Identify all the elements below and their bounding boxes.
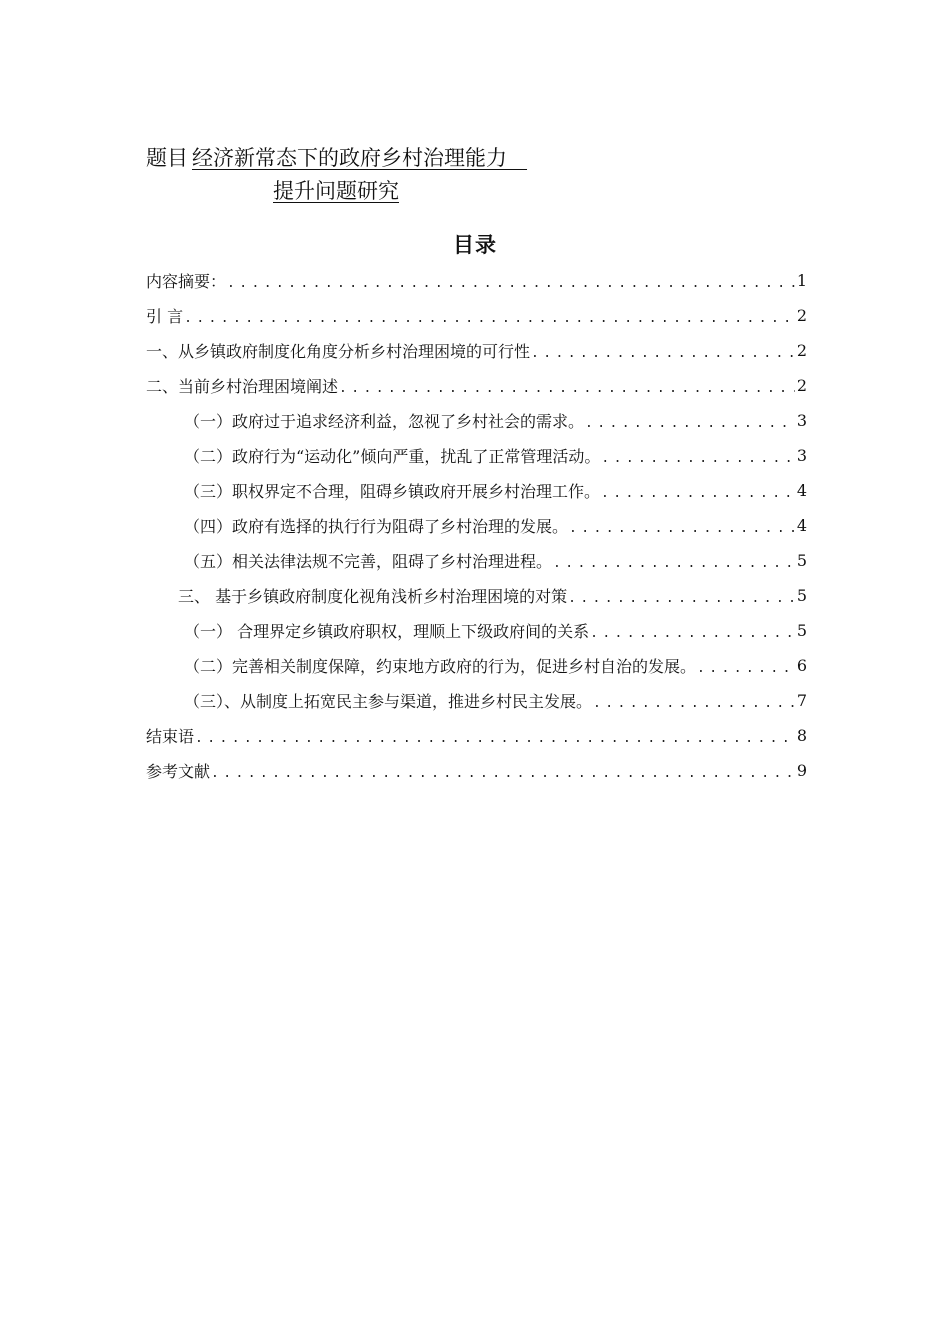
title-underline-tail bbox=[507, 146, 527, 170]
toc-leader-dots bbox=[553, 556, 795, 571]
toc-entry[interactable] bbox=[146, 718, 807, 753]
toc-entry-page: 2 bbox=[796, 376, 807, 395]
toc-entry-label: 二、当前乡村治理困境阐述 bbox=[146, 377, 339, 396]
toc-entry[interactable] bbox=[146, 473, 807, 508]
toc-leader-dots bbox=[601, 486, 795, 501]
toc-entry-label: 一、从乡镇政府制度化角度分析乡村治理困境的可行性 bbox=[146, 342, 531, 361]
toc-entry[interactable] bbox=[146, 753, 807, 788]
toc-entry-label: 结束语 bbox=[146, 727, 195, 746]
title-text-line-1: 经济新常态下的政府乡村治理能力 bbox=[192, 146, 507, 170]
toc-entry-page: 8 bbox=[796, 726, 807, 745]
toc-entry-label: 三、 基于乡镇政府制度化视角浅析乡村治理困境的对策 bbox=[178, 587, 568, 606]
toc-entry-page: 2 bbox=[796, 341, 807, 360]
toc-entry-label: （一） 合理界定乡镇政府职权，理顺上下级政府间的关系 bbox=[184, 622, 590, 641]
toc-entry[interactable] bbox=[146, 508, 807, 543]
toc-entry-label: 内容摘要： bbox=[146, 272, 227, 291]
toc-entry-page: 3 bbox=[796, 446, 807, 465]
toc-entry-page: 3 bbox=[796, 411, 807, 430]
toc-entry[interactable] bbox=[146, 613, 807, 648]
toc-entry-label: （一）政府过于追求经济利益，忽视了乡村社会的需求。 bbox=[184, 412, 585, 431]
toc-entry-page: 7 bbox=[796, 691, 807, 710]
document-title bbox=[146, 143, 527, 206]
toc-leader-dots bbox=[697, 661, 795, 676]
table-of-contents bbox=[146, 263, 807, 788]
toc-leader-dots bbox=[590, 626, 795, 641]
toc-entry-page: 4 bbox=[796, 481, 807, 500]
toc-entry[interactable] bbox=[146, 648, 807, 683]
toc-entry[interactable] bbox=[146, 263, 807, 298]
toc-entry[interactable] bbox=[146, 333, 807, 368]
toc-entry-page: 5 bbox=[796, 586, 807, 605]
toc-entry-page: 4 bbox=[796, 516, 807, 535]
toc-entry[interactable] bbox=[146, 368, 807, 403]
toc-entry-label: （二）完善相关制度保障，约束地方政府的行为，促进乡村自治的发展。 bbox=[184, 657, 697, 676]
toc-entry-page: 2 bbox=[796, 306, 807, 325]
toc-entry-label: 参考文献 bbox=[146, 762, 211, 781]
toc-heading: 目录 bbox=[453, 232, 497, 257]
toc-leader-dots bbox=[531, 346, 795, 361]
toc-entry-label: （三）职权界定不合理，阻碍乡镇政府开展乡村治理工作。 bbox=[184, 482, 601, 501]
toc-leader-dots bbox=[184, 311, 795, 326]
toc-entry[interactable] bbox=[146, 403, 807, 438]
toc-entry[interactable] bbox=[146, 578, 807, 613]
toc-leader-dots bbox=[569, 521, 795, 536]
toc-entry-page: 5 bbox=[796, 621, 807, 640]
title-line-2 bbox=[273, 176, 527, 206]
toc-leader-dots bbox=[339, 381, 795, 396]
toc-leader-dots bbox=[593, 696, 795, 711]
toc-leader-dots bbox=[601, 451, 794, 466]
toc-leader-dots bbox=[585, 416, 795, 431]
title-line-1 bbox=[146, 143, 527, 173]
toc-entry-label: 引 言 bbox=[146, 307, 184, 326]
toc-entry[interactable] bbox=[146, 683, 807, 718]
toc-entry-label: （三）、从制度上拓宽民主参与渠道，推进乡村民主发展。 bbox=[184, 692, 593, 711]
toc-leader-dots bbox=[227, 276, 795, 291]
toc-entry-page: 6 bbox=[796, 656, 807, 675]
toc-leader-dots bbox=[211, 766, 795, 781]
toc-entry-label: （四）政府有选择的执行行为阻碍了乡村治理的发展。 bbox=[184, 517, 569, 536]
toc-leader-dots bbox=[195, 731, 795, 746]
toc-entry[interactable] bbox=[146, 438, 807, 473]
toc-entry-page: 1 bbox=[796, 271, 807, 290]
toc-entry-page: 9 bbox=[796, 761, 807, 780]
toc-entry-label: （五）相关法律法规不完善，阻碍了乡村治理进程。 bbox=[184, 552, 553, 571]
title-prefix: 题目 bbox=[146, 146, 188, 170]
toc-entry[interactable] bbox=[146, 298, 807, 333]
toc-leader-dots bbox=[568, 591, 795, 606]
toc-entry-page: 5 bbox=[796, 551, 807, 570]
toc-entry-label: （二）政府行为“运动化”倾向严重，扰乱了正常管理活动。 bbox=[184, 447, 601, 466]
toc-entry[interactable] bbox=[146, 543, 807, 578]
title-text-line-2: 提升问题研究 bbox=[273, 179, 399, 203]
